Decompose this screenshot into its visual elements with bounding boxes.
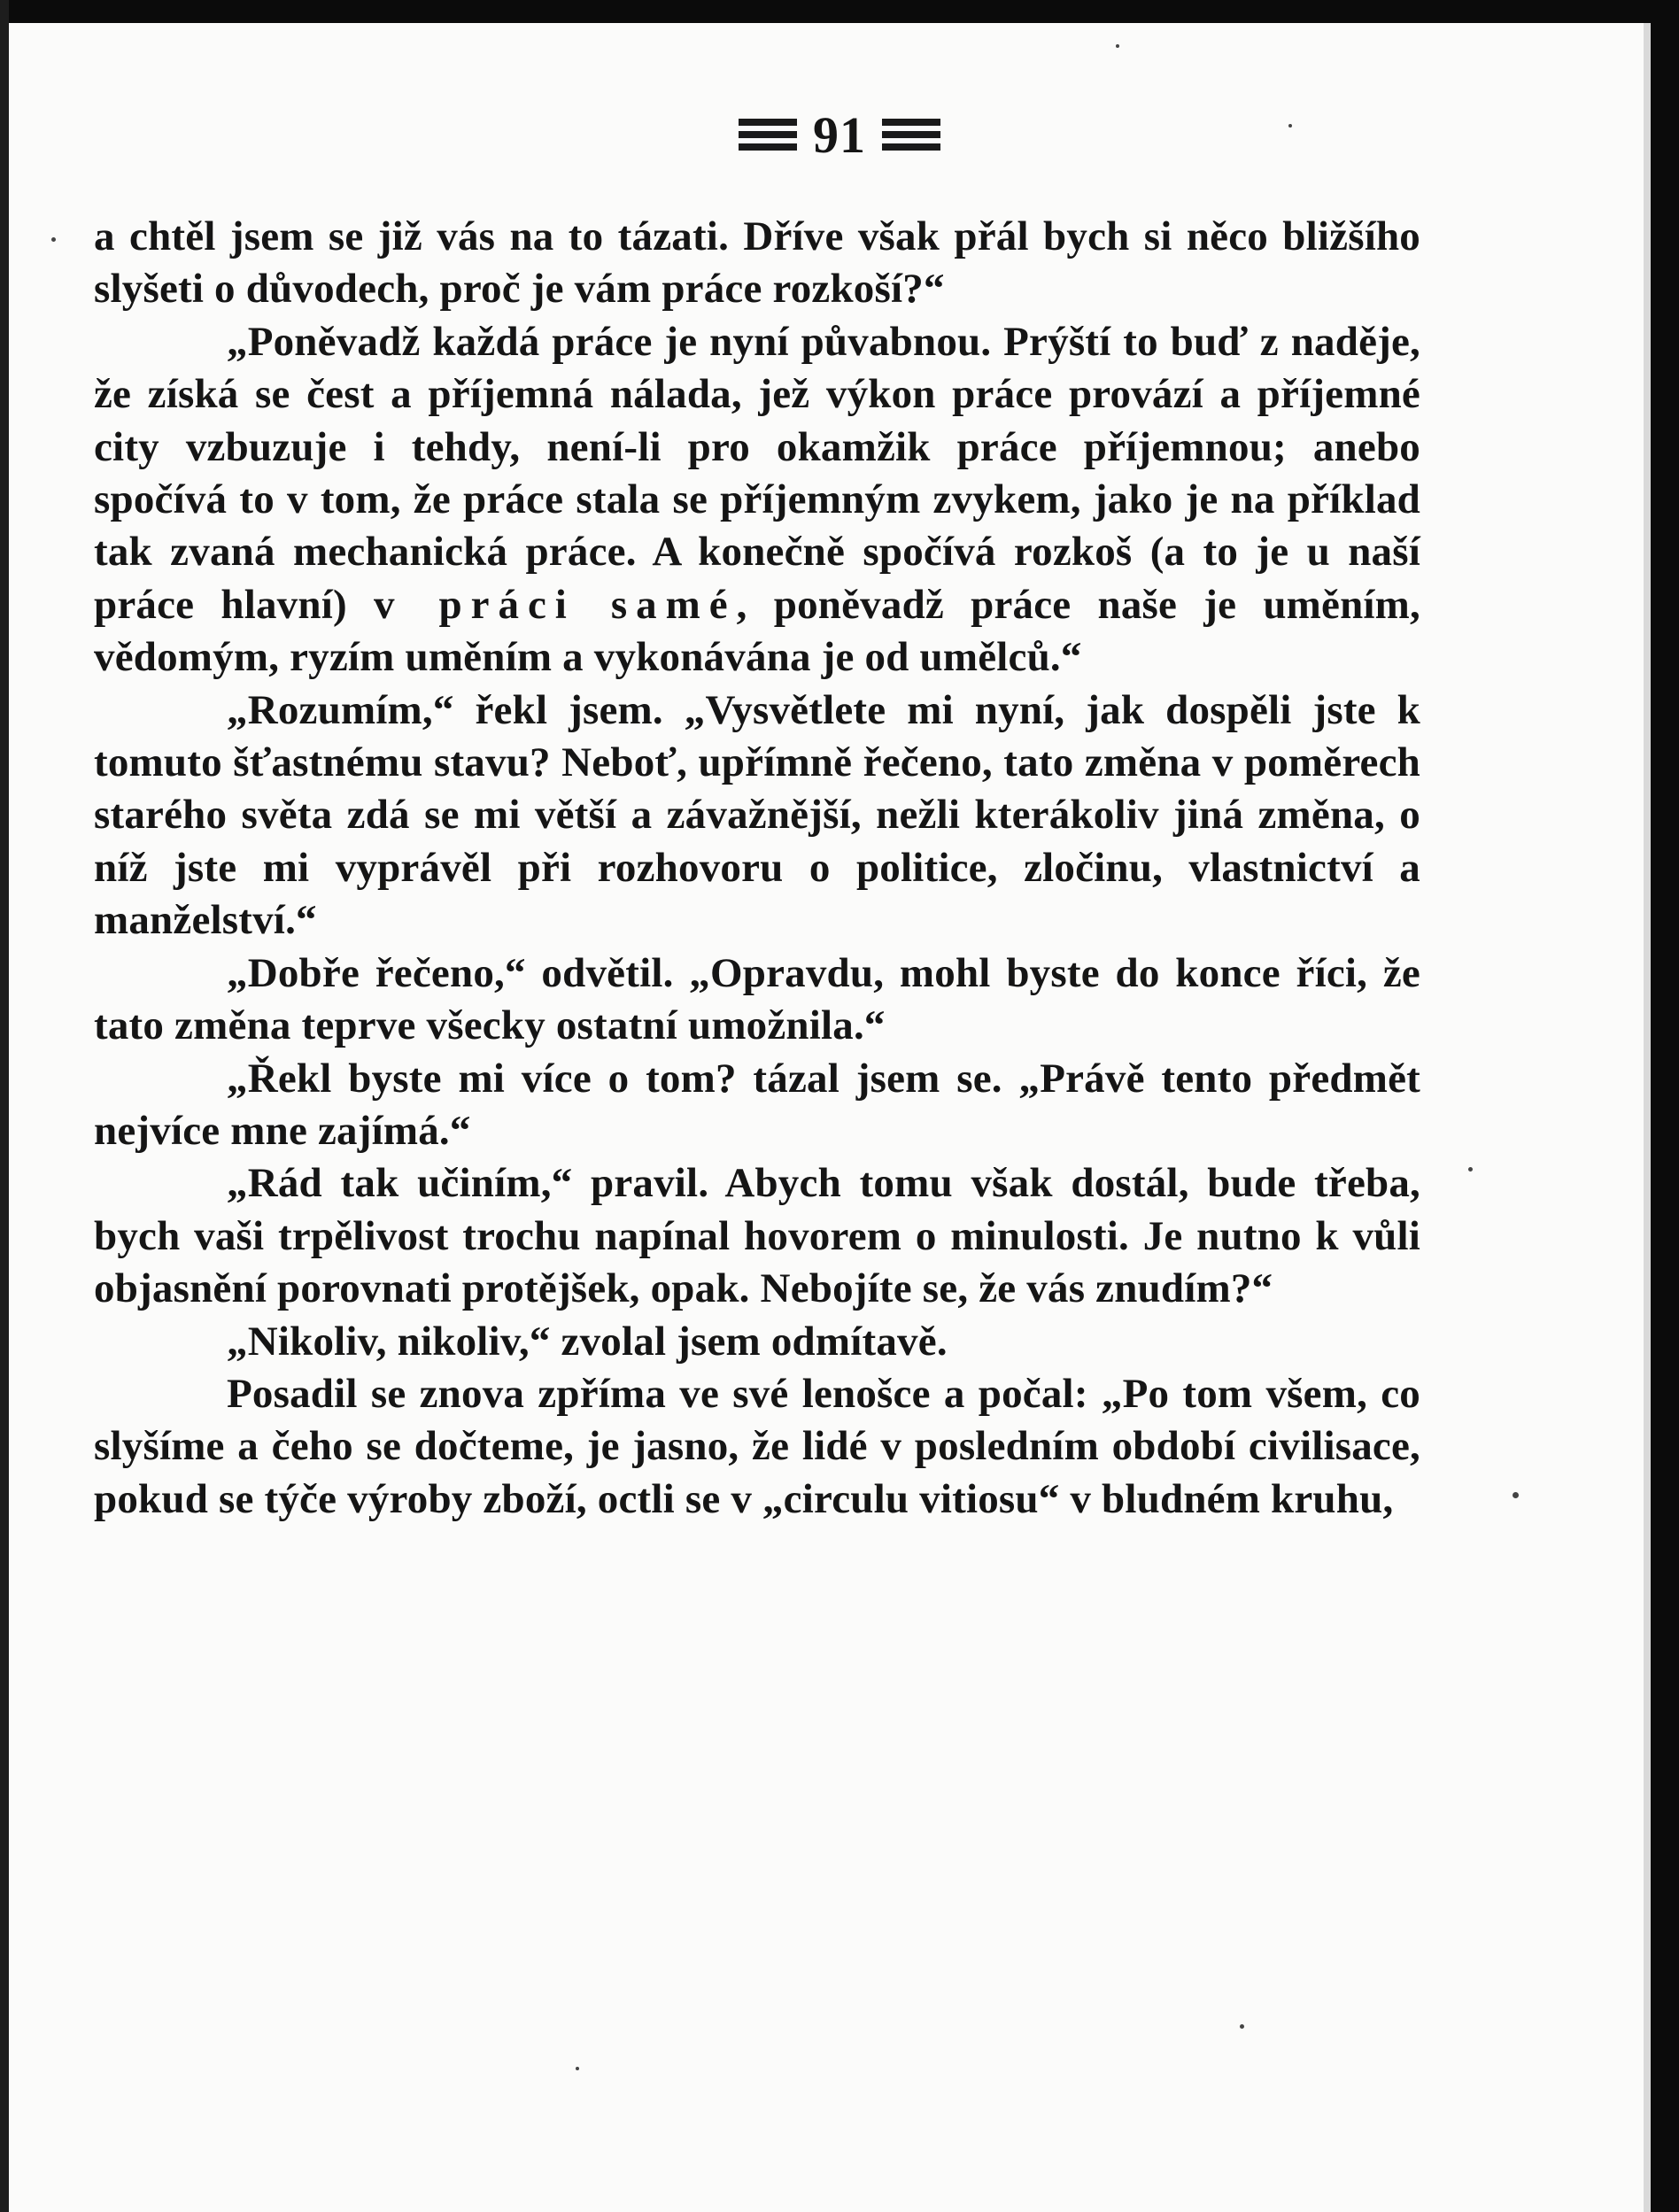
scan-top-edge [0, 0, 1679, 23]
scan-left-edge [0, 0, 9, 2212]
paragraph-2-emphasis: v práci samé [373, 581, 737, 628]
paper-speck [51, 237, 56, 242]
paragraph-1: a chtěl jsem se již vás na to tázati. Dříve však přál bych si něco bližšího slyšeti o důvodech, proč je vám práce rozkoší?“ [94, 213, 1420, 313]
paragraph-2-part-1: „Poněvadž každá práce je nyní půvabnou. Prýští to buď z naděje, že získá se čest a příjemná nálada, jež výkon práce provází a příjemné city vzbuzuje i tehdy, není-li pro okamžik práce příjemnou; anebo spočívá to v tom, že práce stala se příjemným zvykem, jako je na příklad tak zvaná mechanická práce. A konečně spočívá rozkoš (a to je u naší práce hlavní) [94, 318, 1420, 628]
page-number: 91 [813, 105, 866, 164]
paragraph-4: „Dobře řečeno,“ odvětil. „Opravdu, mohl byste do konce říci, že tato změna teprve všecky ostatní umožnila.“ [94, 949, 1420, 1049]
paragraph-6: „Rád tak učiním,“ pravil. Abych tomu však dostál, bude třeba, bych vaši trpělivost trochu napínal hovorem o minulosti. Je nutno k vůli objasnění porovnati protějšek, opak. Nebojíte se, že vás znudím?“ [94, 1160, 1420, 1312]
paragraph-2-part-2: , poněvadž práce naše je uměním, vědomým, ryzím uměním a vykonávána je od umělců.“ [94, 581, 1420, 681]
paragraph-3: „Rozumím,“ řekl jsem. „Vysvětlete mi nyní, jak dospěli jste k tomuto šťastnému stavu? Neboť, upřímně řečeno, tato změna v poměrech starého světa zdá se mi větší a závažnější, nežli kterákoliv jiná změna, o níž jste mi vyprávěl při rozhovoru o politice, zločinu, vlastnictví a manželství.“ [94, 686, 1420, 944]
paper-speck [1116, 44, 1119, 48]
scan-right-edge [1651, 0, 1679, 2212]
paper-speck [1468, 1167, 1473, 1172]
paragraph-5: „Řekl byste mi více o tom? tázal jsem se. „Právě tento předmět nejvíce mne zajímá.“ [94, 1055, 1420, 1154]
header-ornament-right [882, 112, 940, 159]
body-text [94, 211, 1420, 1526]
paragraph-2 [94, 316, 1420, 684]
page-header [0, 99, 1679, 166]
page-fold-shadow [1644, 23, 1651, 2212]
paper-speck [1513, 1492, 1519, 1498]
paragraph-7: „Nikoliv, nikoliv,“ zvolal jsem odmítavě. [227, 1318, 948, 1365]
header-ornament-left [739, 112, 797, 159]
paper-speck [576, 2067, 579, 2070]
paper-speck [1240, 2024, 1244, 2029]
paragraph-8: Posadil se znova zpříma ve své lenošce a počal: „Po tom všem, co slyšíme a čeho se dočteme, je jasno, že lidé v posledním období civilisace, pokud se týče výroby zboží, octli se v „circulu vitiosu“ v bludném kruhu, [94, 1370, 1420, 1522]
